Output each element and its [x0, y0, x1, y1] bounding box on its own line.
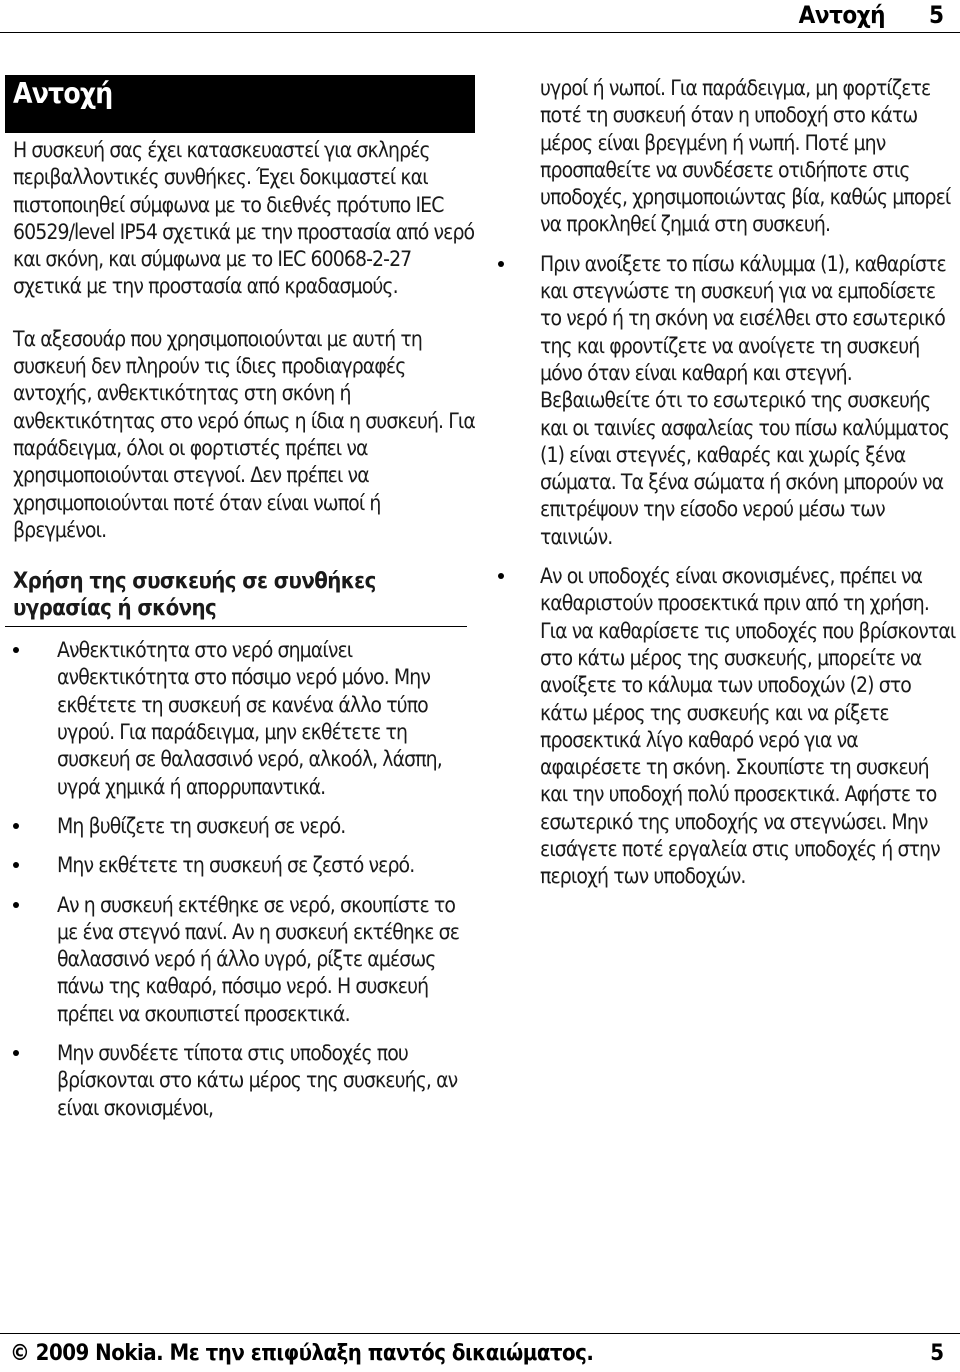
subheading: Χρήση της συσκευής σε συνθήκες υγρασίας ή σκόνης [5, 568, 467, 627]
page-header [0, 0, 960, 33]
right-column [540, 75, 958, 903]
bullet-icon [13, 902, 19, 908]
list-item-text: Αν η συσκευή εκτέθηκε σε νερό, σκουπίστε το με ένα στεγνό πανί. Αν η συσκευή εκτέθηκε σε θαλασσινό νερό ή άλλο υγρό, ρίξτε αμέσως πάνω της καθαρό, πόσιμο νερό. Η συσκευή πρέπει να σκουπιστεί προσεκτικά. [57, 892, 460, 1026]
bullet-icon [13, 823, 19, 829]
list-item-text: Αν οι υποδοχές είναι σκονισμένες, πρέπει να καθαριστούν προσεκτικά πριν από τη χρήση. Για να καθαρίσετε τις υποδοχές που βρίσκονται στο κάτω μέρος της συσκευής, μπορείτε να ανοίξετε το κάλυμα των υποδοχών (2) στο κάτω μέρος της συσκευής και να ρίξετε προσεκτικά λίγο καθαρό νερό για να αφαιρέσετε τη σκόνη. Σκουπίστε τη συσκευή και την υποδοχή πολύ προσεκτικά. Αφήστε το εσωτερικό της υποδοχής να στεγνώσει. Μην εισάγετε ποτέ εργαλεία στις υποδοχές ή στην περιοχή των υποδοχών. [540, 564, 956, 889]
list-item-text: Πριν ανοίξετε το πίσω κάλυμμα (1), καθαρίστε και στεγνώστε τη συσκευή για να εμποδίσετε το νερό ή τη σκόνη να εισέλθει στο εσωτερικό της και φροντίζετε να ανοίγετε τη συσκευή μόνο όταν είναι καθαρή και στεγνή. Βεβαιωθείτε ότι το εσωτερικό της συσκευής και οι ταινίες ασφαλείας του πίσω καλύμματος (1) είναι στεγνές, καθαρές και χωρίς ξένα σώματα. Τα ξένα σώματα ή σκόνη μπορούν να επιτρέψουν την είσοδο νερού μέσω των ταινιών. [540, 251, 950, 549]
bullet-icon [13, 1050, 19, 1056]
list-item [5, 813, 475, 840]
list-item [540, 563, 958, 891]
list-item [5, 892, 475, 1028]
section-title: Αντοχή [5, 75, 475, 133]
bullet-icon [498, 261, 504, 267]
list-item [5, 1040, 475, 1122]
list-item-text: Μην εκθέτετε τη συσκευή σε ζεστό νερό. [57, 853, 415, 878]
list-item [5, 637, 475, 801]
accessories-paragraph: Τα αξεσουάρ που χρησιμοποιούνται με αυτή τη συσκευή δεν πληρούν τις ίδιες προδιαγραφές αντοχής, ανθεκτικότητας στη σκόνη ή ανθεκτικότητας στο νερό όπως η ίδια η συσκευή. Για παράδειγμα, όλοι οι φορτιστές πρέπει να χρησιμοποιούνται στεγνοί. Δεν πρέπει να χρησιμοποιούνται ποτέ όταν είναι νωποί ή βρεγμένοι. [13, 326, 475, 542]
list-item-text: Ανθεκτικότητα στο νερό σημαίνει ανθεκτικότητα στο πόσιμο νερό μόνο. Μην εκθέτετε τη συσκευή σε κανένα άλλο τύπο υγρού. Για παράδειγμα, μην εκθέτετε τη συσκευή σε θαλασσινό νερό, αλκοόλ, λάσπη, υγρά χημικά ή απορρυπαντικά. [57, 638, 442, 799]
bullet-icon [13, 647, 19, 653]
bullet-icon [498, 573, 504, 579]
bullet-list-left [5, 637, 475, 1122]
list-item [5, 852, 475, 879]
footer-page-number: 5 [930, 1341, 944, 1366]
list-item [540, 251, 958, 551]
header-page-number: 5 [928, 1, 944, 29]
page-footer [0, 1333, 960, 1372]
intro-paragraph: Η συσκευή σας έχει κατασκευαστεί για σκληρές περιβαλλοντικές συνθήκες. Έχει δοκιμαστεί και πιστοποιηθεί σύμφωνα με το διεθνές πρότυπο IEC 60529/level IP54 σχετικά με την προστασία από νερό και σκόνη, και σύμφωνα με το IEC 60068-2-27 σχετικά με την προστασία από κραδασμούς. [13, 138, 475, 299]
list-item-text: Μη βυθίζετε τη συσκευή σε νερό. [57, 813, 346, 838]
left-column [5, 75, 475, 1134]
copyright-text: © 2009 Nokia. Με την επιφύλαξη παντός δικαιώματος. [10, 1341, 594, 1366]
header-title: Αντοχή [798, 1, 885, 29]
continuation-text: υγροί ή νωποί. Για παράδειγμα, μη φορτίζετε ποτέ τη συσκευή όταν η υποδοχή στο κάτω μέρος είναι βρεγμένη ή νωπή. Ποτέ μην προσπαθείτε να συνδέσετε οτιδήποτε στις υποδοχές, χρησιμοποιώντας βία, καθώς μπορεί να προκληθεί ζημιά στη συσκευή. [540, 76, 951, 237]
bullet-icon [13, 862, 19, 868]
bullet-list-right [540, 251, 958, 891]
list-item-text: Μην συνδέετε τίποτα στις υποδοχές που βρίσκονται στο κάτω μέρος της συσκευής, αν είναι σκονισμένοι, [57, 1041, 458, 1120]
